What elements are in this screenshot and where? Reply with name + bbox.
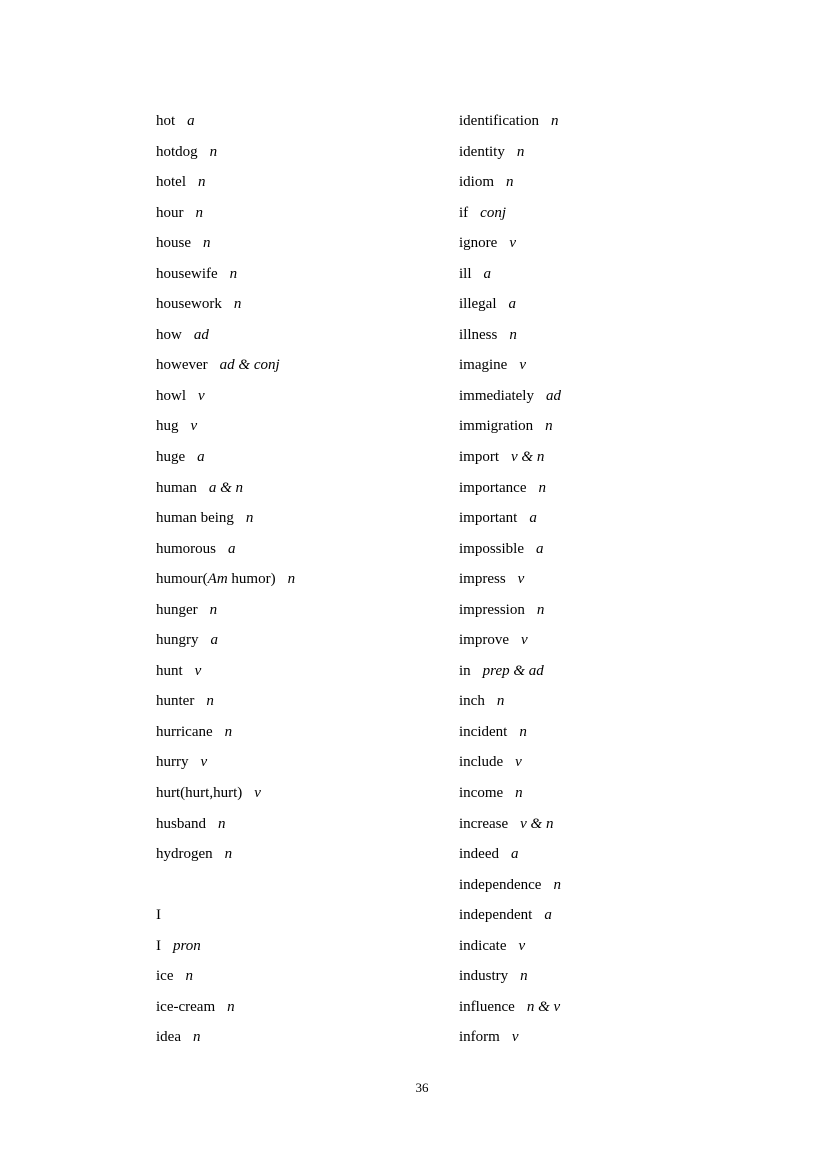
entry-pos: v xyxy=(509,235,516,252)
entry-pos: v xyxy=(515,754,522,771)
entry-word: ill xyxy=(459,265,472,282)
entry-pos: n xyxy=(245,510,254,527)
entry-pos: v xyxy=(190,418,198,435)
entry-pos: n xyxy=(538,479,546,496)
entry-pos: n xyxy=(496,693,505,710)
word-entry xyxy=(459,1022,561,1053)
word-entry xyxy=(156,259,295,290)
word-entry xyxy=(156,381,295,412)
entry-word: ice xyxy=(156,968,174,985)
entry-pos: n xyxy=(516,143,525,160)
word-entry xyxy=(459,228,561,259)
entry-pos: a xyxy=(508,296,516,313)
word-entry xyxy=(156,595,295,626)
word-entry xyxy=(459,320,561,351)
entry-pos: n xyxy=(553,876,561,893)
entry-pos: n xyxy=(198,174,206,191)
entry-word: human xyxy=(156,479,197,496)
word-entry xyxy=(156,625,295,656)
entry-pos: n xyxy=(519,723,527,740)
word-entry xyxy=(459,198,561,229)
entry-pos: n xyxy=(209,143,218,160)
word-entry xyxy=(459,106,561,137)
spacer-row xyxy=(156,870,295,901)
entry-word: indeed xyxy=(459,846,499,863)
entry-word: ignore xyxy=(459,235,498,252)
word-entry xyxy=(156,747,295,778)
entry-word: hunger xyxy=(156,601,198,618)
entry-pos: n xyxy=(224,723,233,740)
entry-pos: v xyxy=(511,1029,519,1046)
entry-word: independence xyxy=(459,876,542,893)
entry-word: illness xyxy=(459,326,498,343)
entry-word: I xyxy=(156,937,161,954)
entry-pos: v xyxy=(200,754,208,771)
word-entry xyxy=(156,656,295,687)
entry-word: influence xyxy=(459,998,515,1015)
entry-word-part: humor) xyxy=(227,571,276,588)
entry-pos: v xyxy=(517,571,525,588)
entry-pos: n xyxy=(536,601,545,618)
entry-pos: v xyxy=(521,632,528,649)
word-entry xyxy=(156,350,295,381)
word-entry xyxy=(156,809,295,840)
wordlist-column-right xyxy=(459,106,561,1053)
word-entry xyxy=(459,931,561,962)
entry-word: inch xyxy=(459,693,485,710)
word-entry xyxy=(156,320,295,351)
entry-word: hungry xyxy=(156,632,199,649)
word-entry xyxy=(459,656,561,687)
entry-pos: v xyxy=(254,785,261,802)
entry-word: income xyxy=(459,785,504,802)
entry-word: hunt xyxy=(156,662,183,679)
word-entry xyxy=(156,473,295,504)
entry-word: husband xyxy=(156,815,206,832)
word-entry xyxy=(459,381,561,412)
entry-pos: n xyxy=(227,998,235,1015)
word-entry xyxy=(459,839,561,870)
word-entry xyxy=(156,564,295,595)
entry-pos: a xyxy=(510,846,519,863)
word-entry xyxy=(156,503,295,534)
entry-pos: v & n xyxy=(520,815,554,832)
entry-word: increase xyxy=(459,815,509,832)
word-entry xyxy=(156,289,295,320)
entry-pos: ad xyxy=(545,387,561,404)
entry-pos: n xyxy=(287,571,296,588)
entry-pos: pron xyxy=(173,937,201,954)
entry-pos: conj xyxy=(480,204,506,221)
entry-pos: a & n xyxy=(208,479,243,496)
entry-pos: n xyxy=(218,815,226,832)
word-entry xyxy=(156,717,295,748)
word-entry xyxy=(459,289,561,320)
word-entry xyxy=(459,778,561,809)
entry-word: immigration xyxy=(459,418,534,435)
entry-word: impression xyxy=(459,601,525,618)
word-entry xyxy=(156,686,295,717)
entry-pos: n xyxy=(545,418,553,435)
entry-pos: a xyxy=(544,907,552,924)
entry-pos: a xyxy=(187,113,195,129)
entry-word: importance xyxy=(459,479,527,496)
entry-word-part: humour( xyxy=(156,571,208,588)
entry-word: hurry xyxy=(156,754,189,771)
word-entry xyxy=(459,809,561,840)
entry-pos: n xyxy=(203,235,211,252)
entry-word: however xyxy=(156,357,208,374)
entry-word: identification xyxy=(459,113,539,129)
entry-pos: a xyxy=(529,510,537,527)
entry-word xyxy=(156,571,276,587)
entry-word: how xyxy=(156,326,182,343)
entry-word: hug xyxy=(156,418,179,435)
entry-word: impress xyxy=(459,571,506,588)
word-entry xyxy=(459,900,561,931)
entry-pos: a xyxy=(483,265,492,282)
wordlist-column-left xyxy=(156,106,295,1053)
entry-word: include xyxy=(459,754,504,771)
entry-pos: n xyxy=(229,265,238,282)
entry-word: improve xyxy=(459,632,509,649)
entry-word: hotdog xyxy=(156,143,198,160)
word-entry xyxy=(156,411,295,442)
entry-pos: n xyxy=(509,326,517,343)
word-entry xyxy=(156,961,295,992)
entry-word: hot xyxy=(156,113,176,129)
word-entry xyxy=(459,686,561,717)
word-entry xyxy=(459,747,561,778)
entry-pos: n xyxy=(550,113,559,129)
word-entry xyxy=(156,931,295,962)
word-entry xyxy=(459,992,561,1023)
entry-word: imagine xyxy=(459,357,508,374)
entry-word: idiom xyxy=(459,174,495,191)
entry-pos: n xyxy=(224,846,233,863)
page-number: 36 xyxy=(415,1080,429,1095)
entry-pos: n xyxy=(206,693,214,710)
word-entry xyxy=(459,259,561,290)
word-entry xyxy=(156,534,295,565)
entry-pos: n xyxy=(506,174,514,191)
entry-word: impossible xyxy=(459,540,525,557)
entry-word: howl xyxy=(156,387,186,404)
entry-pos: n xyxy=(209,601,218,618)
entry-word: illegal xyxy=(459,296,497,313)
entry-pos: v xyxy=(519,357,526,374)
word-entry xyxy=(156,1022,295,1053)
entry-word: incident xyxy=(459,723,508,740)
word-entry xyxy=(459,595,561,626)
word-entry xyxy=(459,717,561,748)
entry-word: inform xyxy=(459,1029,500,1046)
word-entry xyxy=(156,198,295,229)
word-entry xyxy=(156,839,295,870)
entry-pos: n xyxy=(185,968,193,985)
entry-word-variant-label: Am xyxy=(207,571,228,588)
word-entry xyxy=(156,992,295,1023)
word-entry xyxy=(156,137,295,168)
entry-pos: prep & ad xyxy=(482,662,544,679)
entry-word: industry xyxy=(459,968,509,985)
entry-word: important xyxy=(459,510,518,527)
entry-pos: n xyxy=(195,204,203,221)
word-entry xyxy=(459,870,561,901)
entry-pos: n xyxy=(515,785,523,802)
entry-pos: ad & conj xyxy=(219,357,280,374)
entry-pos: v xyxy=(198,387,205,404)
entry-word: hunter xyxy=(156,693,195,710)
entry-word: immediately xyxy=(459,387,534,404)
entry-word: hydrogen xyxy=(156,846,213,863)
entry-pos: a xyxy=(536,540,544,557)
word-entry xyxy=(459,473,561,504)
entry-pos: v & n xyxy=(511,449,545,466)
entry-word: house xyxy=(156,235,191,252)
word-entry xyxy=(459,961,561,992)
entry-word: independent xyxy=(459,907,533,924)
entry-word: housewife xyxy=(156,265,218,282)
word-entry xyxy=(459,442,561,473)
entry-pos: n xyxy=(520,968,528,985)
entry-pos: n xyxy=(192,1029,201,1046)
word-entry xyxy=(459,625,561,656)
entry-pos: n & v xyxy=(526,998,561,1015)
word-entry xyxy=(156,442,295,473)
entry-word: hour xyxy=(156,204,184,221)
word-entry xyxy=(459,534,561,565)
word-entry xyxy=(459,350,561,381)
entry-pos: v xyxy=(518,937,526,954)
entry-word: humorous xyxy=(156,540,216,557)
word-entry xyxy=(459,167,561,198)
entry-pos: a xyxy=(197,449,205,466)
entry-pos: a xyxy=(228,540,236,557)
word-entry xyxy=(459,503,561,534)
section-header xyxy=(156,900,295,931)
entry-word: hurricane xyxy=(156,723,213,740)
entry-pos: v xyxy=(194,662,202,679)
entry-word: human being xyxy=(156,510,234,527)
word-entry xyxy=(156,228,295,259)
entry-word: in xyxy=(459,662,471,679)
entry-pos: a xyxy=(210,632,218,649)
word-entry xyxy=(156,167,295,198)
word-entry xyxy=(459,564,561,595)
entry-word: hotel xyxy=(156,174,186,191)
word-entry xyxy=(459,411,561,442)
entry-word: if xyxy=(459,204,469,221)
word-entry xyxy=(459,137,561,168)
entry-word: indicate xyxy=(459,937,507,954)
entry-pos: ad xyxy=(193,326,209,343)
entry-word: identity xyxy=(459,143,505,160)
word-entry xyxy=(156,778,295,809)
entry-word: housework xyxy=(156,296,222,313)
word-entry xyxy=(156,106,295,137)
section-letter: I xyxy=(156,907,161,924)
entry-word: idea xyxy=(156,1029,181,1046)
entry-word: huge xyxy=(156,449,186,466)
entry-pos: n xyxy=(233,296,242,313)
entry-word: ice-cream xyxy=(156,998,216,1015)
entry-word: import xyxy=(459,449,499,466)
entry-word: hurt(hurt,hurt) xyxy=(156,785,243,802)
